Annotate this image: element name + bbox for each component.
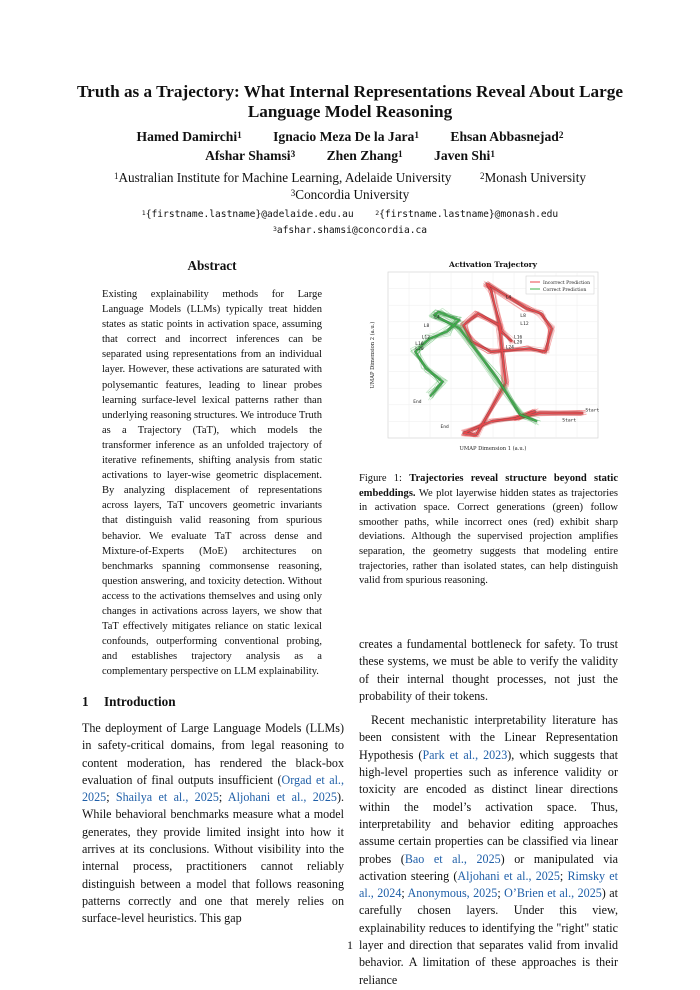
abstract-heading: Abstract (187, 258, 237, 273)
author-line-1 (40, 127, 660, 146)
email-adelaide[interactable]: {firstname.lastname}@adelaide.edu.au (145, 209, 354, 220)
layer-label: L16 (415, 342, 424, 348)
author: Ehsan Abbasnejad$^2$ (450, 129, 564, 144)
layer-label: L12 (520, 322, 529, 328)
citation-anonymous[interactable]: Anonymous, 2025 (407, 886, 498, 901)
citation-orgad[interactable]: Orgad et al., 2025 (82, 772, 344, 805)
layer-label: Start (562, 418, 577, 424)
affiliation-concordia: Concordia University (295, 187, 410, 202)
figure-caption-bold: Trajectories reveal structure beyond static embeddings. (359, 473, 618, 499)
email-line-1: $^1${firstname.lastname}@adelaide.edu.au $^2${firstname.lastname}@monash.edu (141, 208, 559, 220)
layer-label: Start (585, 408, 600, 414)
citation-park[interactable]: Park et al., 2023 (422, 747, 508, 762)
layer-label: End (440, 425, 449, 431)
layer-label: L4 (505, 295, 512, 301)
layer-label: L20 (514, 340, 523, 346)
layer-label: L8 (520, 313, 526, 319)
chart-title: Activation Trajectory (449, 260, 537, 269)
emails (40, 207, 660, 239)
legend-label: Correct Prediction (543, 287, 587, 293)
layer-label: L12 (421, 335, 430, 341)
affiliation-adelaide: Australian Institute for Machine Learning, Adelaide University (118, 170, 452, 185)
affiliation-line-1: $^1$Australian Institute for Machine Learning, Adelaide University $^2$Monash University (114, 170, 586, 185)
author: Ignacio Meza De la Jara$^1$ (273, 129, 419, 144)
affiliations (40, 169, 660, 203)
intro-left-column (82, 720, 344, 928)
layer-label: L16 (514, 335, 523, 341)
author: Javen Shi$^1$ (434, 148, 495, 163)
x-axis-label: UMAP Dimension 1 (a.u.) (459, 446, 527, 452)
author: Hamed Damirchi$^1$ (136, 129, 242, 144)
figure-caption (359, 472, 618, 589)
intro-paragraph-continued: creates a fundamental bottleneck for safety. To trust these systems, we must be able to verify the validity of their internal thought processes, not just the probability of their tokens. (359, 637, 618, 703)
figure-activation-trajectory (362, 258, 620, 463)
figure-label: Figure 1: (359, 473, 410, 484)
citation-aljohani-2[interactable]: Aljohani et al., 2025 (457, 868, 560, 883)
author: Afshar Shamsi$^3$ (205, 148, 296, 163)
figure-caption-text: We plot layerwise hidden states as trajectories in activation space. Correct generations (green) follow smoother paths, while incorrect ones (red) exhibit sharp deviations. Although the supervised projection amplifies separation, the geometry suggests that modeling entire trajectories, rather than isolated states, can help distinguish valid from spurious reasoning. (359, 487, 618, 587)
citation-rimsky[interactable]: Rimsky et al., 2024 (359, 868, 618, 901)
affiliation-monash: Monash University (484, 170, 586, 185)
abstract-text: Existing explainability methods for Large Language Models (LLMs) typically treat hidden states as static points in activation space, assuming that correct and incorrect inferences can be separated using representations from an individual layer. However, these activations are saturated with polysemantic features, leading to linear probes learning surface-level lexical patterns rather than underlying reasoning structures. We introduce Truth as a Trajectory (TaT), which models the transformer inference as an unfolded trajectory of iterative refinements, shifting analysis from static activations to layer-wise geometric displacement. By analyzing displacement of representations across layers, TaT uncovers geometric invariants that distinguish valid reasoning from spurious behavior. We evaluate TaT across dense and Mixture-of-Experts (MoE) architectures on benchmarks spanning commonsense reasoning, question answering, and toxicity detection. Without access to the activations themselves and using only changes in activations across layers, we show that TaT effectively mitigates reliance on static lexical confounds, outperforming conventional probing, and establishes trajectory analysis as a complementary perspective on LLM explainability. (102, 289, 322, 678)
layer-label: L4 (434, 315, 440, 321)
email-monash[interactable]: {firstname.lastname}@monash.edu (379, 209, 559, 220)
citation-bao[interactable]: Bao et al., 2025 (404, 851, 501, 866)
layer-label: L24 (505, 345, 514, 351)
intro-paragraph-1: The deployment of Large Language Models (LLMs) in safety-critical domains, from legal reasoning to content moderation, has rendered the black-box evaluation of final outputs insufficient (Orgad et al., 2025; Shailya et al., 2025; Aljohani et al., 2025). While behavioral benchmarks measure what a model generates, they provide limited insight into how it arrives at its conclusions. Without visibility into the internal process, practitioners cannot reliably distinguish between a model that follows reasoning patterns correctly and one that merely relies on surface-level heuristics. This gap (82, 721, 344, 926)
email-line-2: $^3$afshar.shamsi@concordia.ca (272, 224, 428, 236)
legend-label: Incorrect Prediction (543, 280, 591, 286)
section-number: 1 (82, 694, 89, 709)
citation-shailya[interactable]: Shailya et al., 2025 (115, 790, 219, 805)
section-title: Introduction (104, 694, 176, 709)
citation-aljohani[interactable]: Aljohani et al., 2025 (227, 790, 337, 805)
paper-title: Truth as a Trajectory: What Internal Representations Reveal About Large Language Model Reasoning (77, 82, 623, 121)
page-number: 1 (347, 938, 353, 952)
layer-label: L20 (415, 347, 424, 353)
author-line-2 (40, 146, 660, 165)
y-axis-label: UMAP Dimension 2 (a.u.) (370, 321, 376, 389)
trajectory-chart (362, 258, 620, 463)
intro-paragraph-2: Recent mechanistic interpretability literature has been consistent with the Linear Representation Hypothesis (Park et al., 2023), which suggests that high-level properties such as inference validity or toxicity are encoded as distinct linear directions within the model’s activation space. Thus, interpretability and behavior editing approaches assume certain properties can be classified via linear probes (Bao et al., 2025) or manipulated via activation steering (Aljohani et al., 2025; Rimsky et al., 2024; Anonymous, 2025; O’Brien et al., 2025) at carefully chosen layers. Under this view, explainability reduces to identifying the "right" static layer and direction that separates valid from invalid behavior. A limitation of these approaches is their reliance (359, 713, 618, 987)
author-list (40, 127, 660, 165)
citation-obrien[interactable]: O’Brien et al., 2025 (504, 886, 602, 901)
affiliation-line-2: $^3$Concordia University (290, 187, 410, 202)
author: Zhen Zhang$^1$ (326, 148, 403, 163)
intro-right-column (359, 636, 618, 989)
layer-label: L8 (423, 323, 430, 329)
section-heading-introduction (82, 694, 176, 710)
layer-label: End (413, 400, 422, 406)
email-concordia[interactable]: afshar.shamsi@concordia.ca (276, 225, 428, 236)
